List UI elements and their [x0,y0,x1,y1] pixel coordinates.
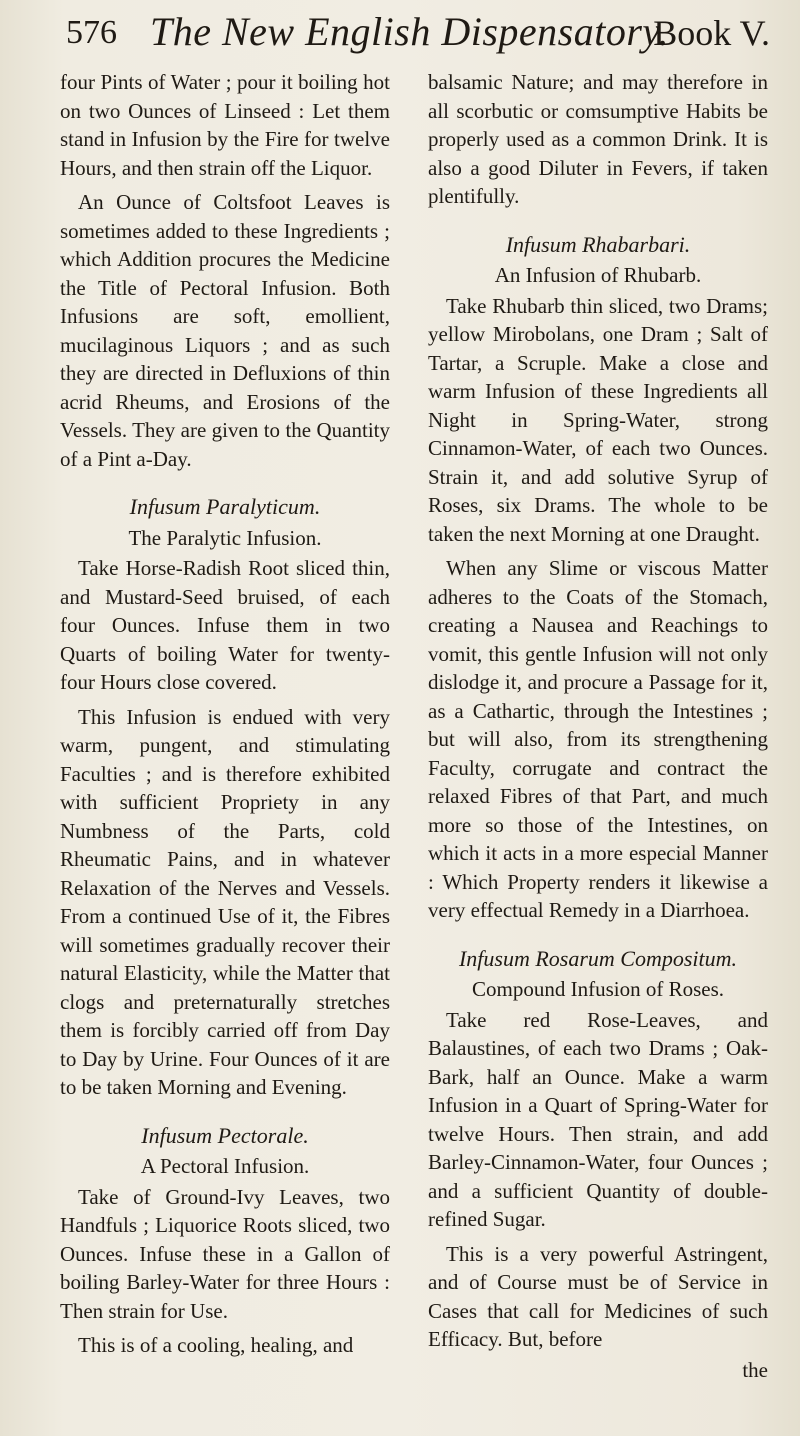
catchword: the [742,1357,768,1382]
right-column [428,68,768,1390]
paragraph: An Ounce of Coltsfoot Leaves is sometimes added to these Ingredients ; which Addition procures the Medicine the Title of Pectoral Infusion. Both Infusions are soft, emollient, mucilaginous Liquors ; and as such they are directed in Defluxions of thin acrid Rheums, and Erosions of the Vessels. They are given to the Quantity of a Pint a-Day. [60,190,390,471]
left-column [60,68,390,1366]
page-header [0,8,800,66]
page-number: 576 [66,14,117,51]
paragraph: This is a very powerful Astringent, and of Course must be of Service in Cases that call for Medicines of such Efficacy. But, before [428,1241,768,1351]
paragraph: balsamic Nature; and may therefore in all scorbutic or comsumptive Habits be properly used as a common Drink. It is also a good Diluter in Fevers, if taken plentifully. [428,70,768,208]
paragraph: four Pints of Water ; pour it boiling hot on two Ounces of Linseed : Let them stand in Infusion by the Fire for twelve Hours, and then strain off the Liquor. [60,70,390,180]
paragraph: When any Slime or viscous Matter adheres to the Coats of the Stomach, creating a Nausea and Reachings to vomit, this gentle Infusion will not only dislodge it, and procure a Passage for it, as a Cathartic, through the Intestines ; but will also, from its strengthening Faculty, corrugate and contract the relaxed Fibres of that Part, and much more so those of the Intestines, on which it acts in a more especial Manner : Which Property renders it likewise a very effectual Remedy in a Diarrhoea. [428,556,768,922]
section-heading: Infusum Paralyticum. [129,494,321,519]
running-title: The New English Dispensatory. [150,9,669,54]
section-subheading: An Infusion of Rhubarb. [494,263,702,287]
book-label: Book V. [653,13,770,53]
paragraph: Take of Ground-Ivy Leaves, two Handfuls ; Liquorice Roots sliced, two Ounces. Infuse these in a Gallon of boiling Barley-Water for three Hours : Then strain for Use. [60,1184,390,1323]
section-heading: Infusum Rosarum Compositum. [458,945,738,971]
section-subheading: The Paralytic Infusion. [128,525,322,550]
section-subheading: Compound Infusion of Roses. [472,977,724,1001]
paragraph: Take Horse-Radish Root sliced thin, and Mustard-Seed bruised, of each four Ounces. Infuse them in two Quarts of boiling Water for twenty-four Hours close covered. [60,556,390,694]
section-subheading: A Pectoral Infusion. [140,1154,310,1178]
paragraph: This is of a cooling, healing, and [78,1333,354,1357]
section-heading: Infusum Pectorale. [141,1122,309,1148]
section-heading: Infusum Rhabarbari. [505,231,691,257]
paragraph: Take red Rose-Leaves, and Balaustines, of each two Drams ; Oak-Bark, half an Ounce. Make a warm Infusion in a Quart of Spring-Water for twelve Hours. Then strain, and add Barley-Cinnamon-Water, four Ounces ; and a sufficient Quantity of double-refined Sugar. [428,1007,768,1231]
paragraph: This Infusion is endued with very warm, pungent, and stimulating Faculties ; and is therefore exhibited with sufficient Propriety in any Numbness of the Parts, cold Rheumatic Pains, and in whatever Relaxation of the Nerves and Vessels. From a continued Use of it, the Fibres will sometimes gradually recover their natural Elasticity, while the Matter that clogs and preternaturally stretches them is forcibly carried off from Day to Day by Urine. Four Ounces of it are to be taken Morning and Evening. [60,704,390,1099]
paragraph: Take Rhubarb thin sliced, two Drams; yellow Mirobolans, one Dram ; Salt of Tartar, a Scruple. Make a close and warm Infusion of these Ingredients all Night in Spring-Water, strong Cinnamon-Water, of each two Ounces. Strain it, and add solutive Syrup of Roses, six Drams. The whole to be taken the next Morning at one Draught. [428,293,768,546]
